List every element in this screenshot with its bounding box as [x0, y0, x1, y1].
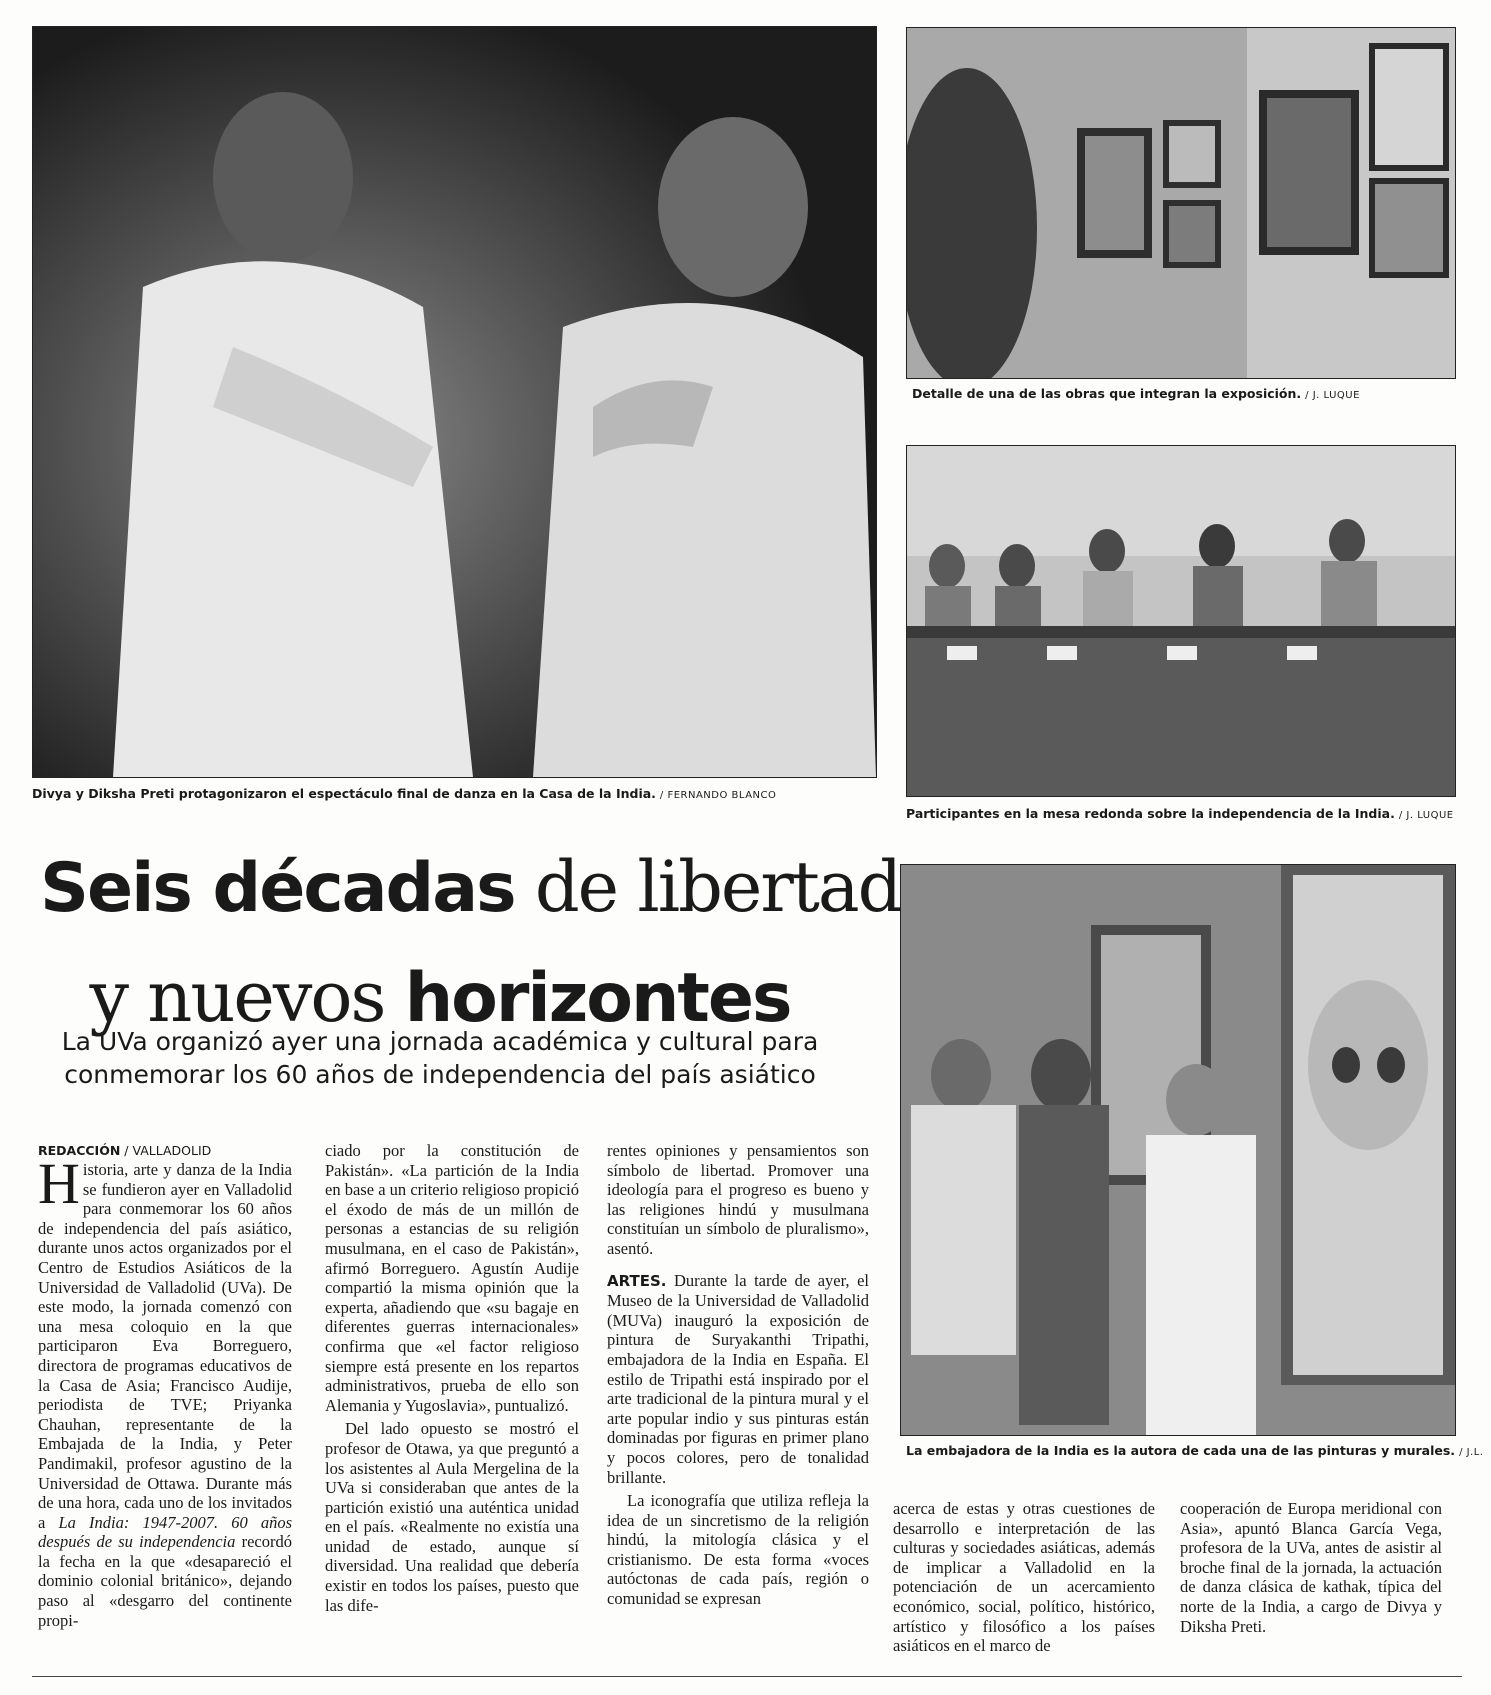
subhead-line-1: La UVa organizó ayer una jornada académica y cultural para	[61, 1027, 819, 1056]
byline-source: REDACCIÓN	[38, 1143, 121, 1158]
column-2-paragraph-1: ciado por la constitución de Pakistán». «La partición de la India en base a un criterio religioso propició el éxodo de más de un millón de personas a estancias de su religión musulmana, en el caso de Pakistán», afirmó Borreguero. Agustín Audije compartió la misma opinión que la experta, añadiendo que «su bagaje en diferentes guerras internacionales» confirma que «el factor religioso siempre está presente en los repartos administrativos, prueba de ello son Alemania y Yugoslavia», puntualizó.	[325, 1141, 579, 1415]
column-4-paragraph: acerca de estas y otras cuestiones de desarrollo e interpretación de las culturas y sociedades asiáticas, además de implicar a Valladolid en la potenciación de un acercamiento económico, social, político, histórico, artístico y filosófico a los países asiáticos en el marco de	[893, 1499, 1155, 1656]
ambassador-photo-illustration	[901, 865, 1455, 1435]
subheadline	[40, 1025, 840, 1091]
column-1-text-end: recordó la fecha en la que «desapareció el dominio colonial británico», dejando paso al «desgarro del continente propi-	[38, 1532, 293, 1630]
caption-panel	[906, 806, 1454, 821]
credit-artwork: / J. LUQUE	[1305, 390, 1360, 401]
drop-cap: H	[38, 1151, 80, 1216]
headline-bold-1: Seis décadas	[40, 849, 515, 928]
column-5-paragraph: cooperación de Europa meridional con Asia», apuntó Blanca García Vega, profesora de la UVa, antes de asistir al broche final de la jornada, la actuación de danza clásica de kathak, típica del norte de la India, a cargo de Divya y Diksha Preti.	[1180, 1499, 1442, 1636]
column-1-paragraph	[38, 1151, 293, 1630]
column-1-text: istoria, arte y danza de la India se fundieron ayer en Valladolid para conmemorar los 60 años de independencia del país asiático, durante unos actos organizados por el Centro de Estudios Asiáticos de la Universidad de Valladolid (UVa). De este modo, la jornada comenzó con una mesa coloquio en la que participaron Eva Borreguero, directora de programas educativos de la Casa de Asia; Francisco Audije, periodista de TVE; Priyanka Chauhan, representante de la Embajada de la India, y Peter Pandimakil, profesor agustino de la Universidad de Ottawa. Durante más de una hora, cada uno de los invitados a	[38, 1160, 292, 1532]
caption-ambassador-text: La embajadora de la India es la autora de cada una de las pinturas y murales.	[906, 1443, 1456, 1458]
column-3-paragraph-2	[607, 1271, 869, 1488]
photo-dance-performance	[32, 26, 877, 778]
article-column-2	[325, 1141, 579, 1615]
column-3-text-2: Durante la tarde de ayer, el Museo de la Universidad de Valladolid (MUVa) inauguró la exposición de pintura de Suryakanthi Tripathi, embajadora de la India en España. El estilo de Tripathi está inspirado por el arte tradicional de la pintura mural y el arte popular indio y sus pinturas están dominadas por figuras en primer plano y pocos colores, pero de tonalidad brillante.	[607, 1270, 869, 1487]
headline-light-1: de libertad	[514, 846, 901, 928]
photo-round-table	[906, 445, 1456, 797]
column-2-paragraph-2: Del lado opuesto se mostró el profesor de Otawa, ya que preguntó a los asistentes al Aula Mergelina de la UVa si consideraban que antes de la partición existió una auténtica unidad en el país. «Realmente no existía una unidad de estado, aunque sí diversidad. Una realidad que debería existir en todos los países, puesto que las dife-	[325, 1419, 579, 1615]
headline-line-1	[40, 842, 901, 952]
credit-ambassador: / J.L.	[1459, 1447, 1484, 1458]
article-column-3	[607, 1141, 869, 1609]
section-label-artes: ARTES.	[607, 1271, 667, 1290]
caption-ambassador	[906, 1443, 1484, 1458]
panel-photo-illustration	[907, 446, 1455, 796]
event-title: La India: 1947-2007. 60 años después de su independencia	[38, 1512, 292, 1552]
dance-photo-illustration	[33, 27, 876, 777]
photo-artwork-detail	[906, 27, 1456, 379]
photo-ambassador	[900, 864, 1456, 1436]
article-column-1	[38, 1141, 292, 1630]
headline-bold-2: horizontes	[404, 959, 791, 1038]
credit-panel: / J. LUQUE	[1398, 810, 1454, 821]
caption-artwork-text: Detalle de una de las obras que integran la exposición.	[912, 386, 1302, 401]
bottom-rule	[32, 1676, 1462, 1677]
column-3-paragraph-1: rentes opiniones y pensamientos son símbolo de libertad. Promover una ideología para el progreso es bueno y las religiones hindú y musulmana constituían un símbolo de pluralismo», asentó.	[607, 1141, 869, 1258]
credit-dance: / FERNANDO BLANCO	[659, 790, 777, 801]
column-3-paragraph-3: La iconografía que utiliza refleja la idea de un sincretismo de la religión hindú, la mitología clásica y el cristianismo. De esta forma «voces autóctonas de cada país, región o comunidad se expresan	[607, 1491, 869, 1609]
caption-artwork	[912, 386, 1360, 401]
article-column-5	[1180, 1499, 1442, 1636]
caption-dance-text: Divya y Diksha Preti protagonizaron el espectáculo final de danza en la Casa de la India.	[32, 786, 656, 801]
caption-panel-text: Participantes en la mesa redonda sobre la independencia de la India.	[906, 806, 1395, 821]
headline-light-2: y nuevos	[89, 956, 405, 1038]
byline	[38, 1141, 292, 1160]
artwork-photo-illustration	[907, 28, 1455, 378]
subhead-line-2: conmemorar los 60 años de independencia del país asiático	[64, 1060, 816, 1089]
caption-dance	[32, 786, 776, 801]
byline-place: / VALLADOLID	[120, 1143, 212, 1158]
article-column-4	[893, 1499, 1155, 1656]
